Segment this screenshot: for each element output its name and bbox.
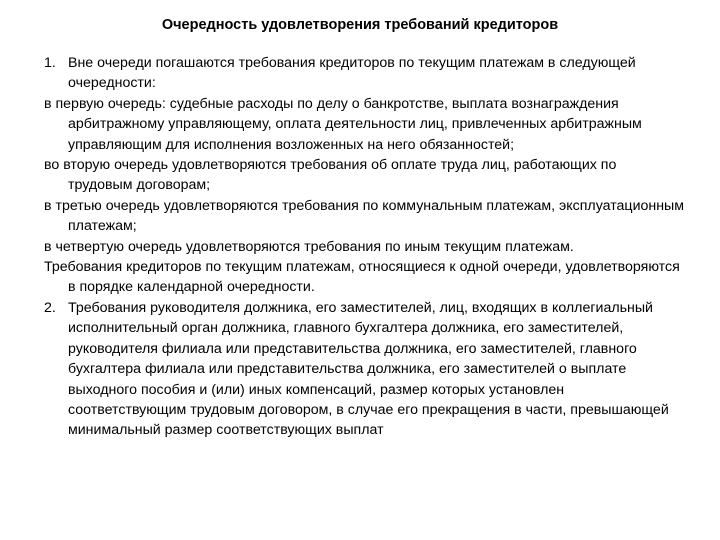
slide-body <box>44 53 684 441</box>
list-item-1 <box>44 53 684 94</box>
slide-title: Очередность удовлетворения требований кредиторов <box>161 17 559 33</box>
third-order-paragraph: в третью очередь удовлетворяются требования по коммунальным платежам, эксплуатационным платежам; <box>44 197 684 235</box>
list-number-2: 2. <box>44 299 56 316</box>
second-order-paragraph: во вторую очередь удовлетворяются требования об оплате труда лиц, работающих по трудовым договорам; <box>44 157 617 194</box>
list-text-1: Вне очереди погашаются требования кредиторов по текущим платежам в следующей очередности: <box>68 55 636 92</box>
fourth-order-paragraph: в четвертую очередь удовлетворяются требования по иным текущим платежам. <box>44 238 574 255</box>
same-order-paragraph: Требования кредиторов по текущим платежам, относящиеся к одной очереди, удовлетворяются в порядке календарной очередности. <box>44 259 680 296</box>
list-item-2 <box>44 298 684 441</box>
first-order-paragraph: в первую очередь: судебные расходы по делу о банкротстве, выплата вознаграждения арбитражному управляющему, оплата деятельности лиц, привлеченных арбитражным управляющим для исполнения возложенных на него обязанностей; <box>44 95 642 153</box>
list-number-1: 1. <box>44 55 56 71</box>
list-text-2: Требования руководителя должника, его заместителей, лиц, входящих в коллегиальный исполнительный орган должника, главного бухгалтера должника, его заместителей, руководителя филиала или представительства должника, его заместителей, главного бухгалтера филиала или представительства должника, его заместителей о выплате выходного пособия и (или) иных компенсаций, размер которых установлен соответствующим трудовым договором, в случае его прекращения в части, превышающей минимальный размер соответствующих выплат <box>68 299 669 439</box>
